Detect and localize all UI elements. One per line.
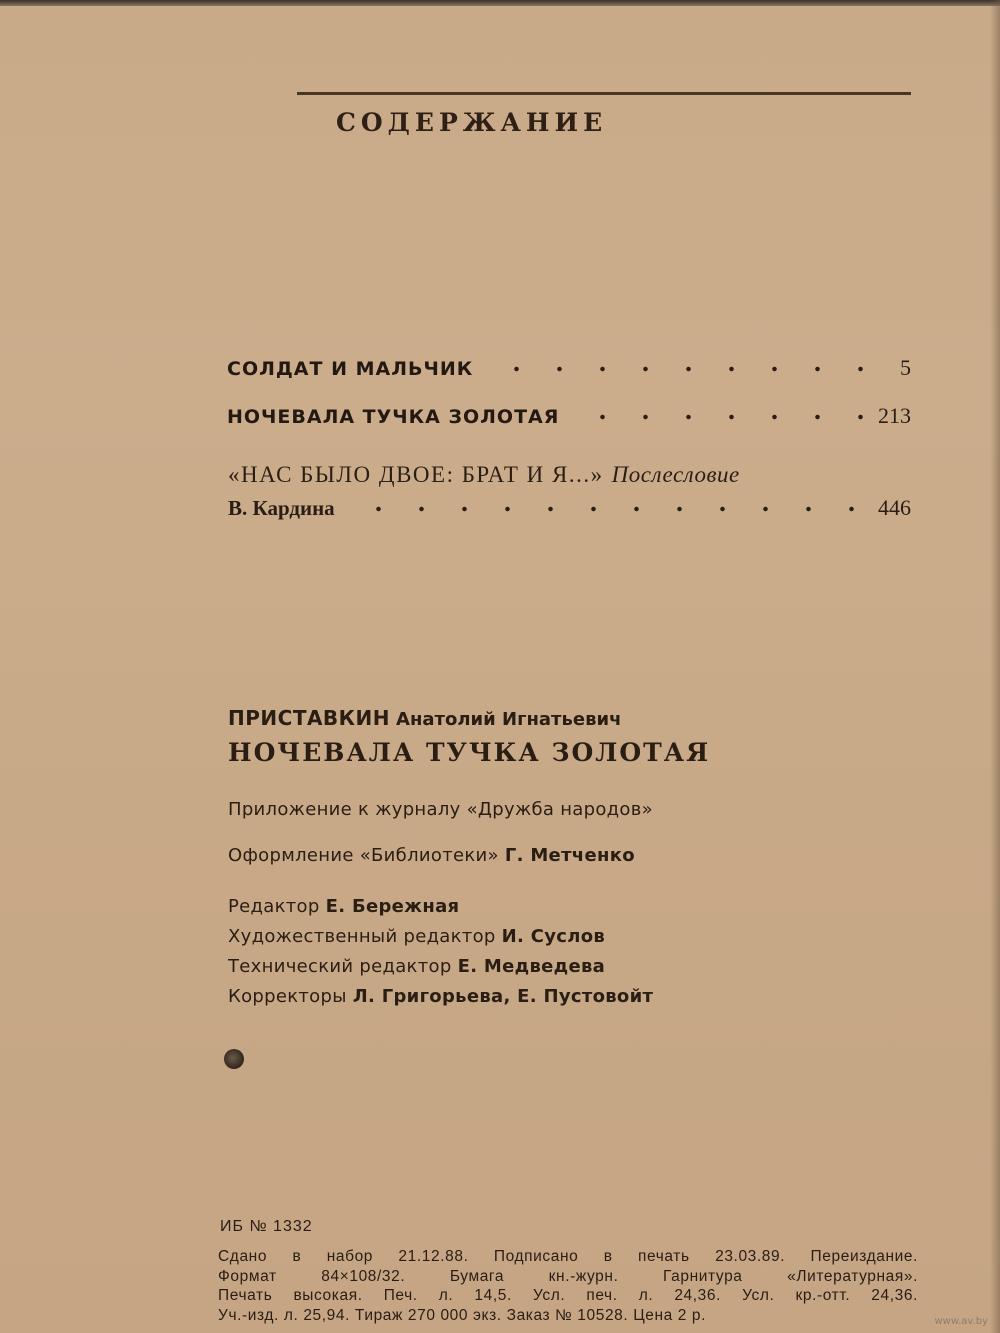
leader-dots xyxy=(487,366,886,372)
watermark: www.av.by xyxy=(934,1316,988,1327)
book-title: НОЧЕВАЛА ТУЧКА ЗОЛОТАЯ xyxy=(228,738,711,767)
credit-name: Л. Григорьева, Е. Пустовойт xyxy=(352,986,654,1007)
supplement-note: Приложение к журналу «Дружба народов» xyxy=(228,799,653,820)
toc-entry-title: НОЧЕВАЛА ТУЧКА ЗОЛОТАЯ xyxy=(227,406,560,428)
credit-name: Е. Медведева xyxy=(457,956,606,977)
design-label: Оформление «Библиотеки» xyxy=(228,845,499,866)
credit-role: Редактор xyxy=(228,896,320,917)
toc-entry xyxy=(227,403,911,429)
design-name: Г. Метченко xyxy=(504,845,635,866)
photo-top-edge xyxy=(0,0,1000,6)
author-line xyxy=(228,706,621,730)
header-rule xyxy=(297,92,911,95)
ib-number: ИБ № 1332 xyxy=(220,1218,313,1235)
credit-role: Корректоры xyxy=(228,986,347,1007)
credit-line xyxy=(228,956,605,977)
toc-entry-page: 5 xyxy=(900,355,911,380)
publication-specs xyxy=(218,1247,918,1325)
specs-line: Сдано в набор 21.12.88. Подписано в печать 23.03.89. Переиздание. xyxy=(218,1248,918,1265)
credit-role: Технический редактор xyxy=(228,956,452,977)
afterword-title-line xyxy=(228,462,740,488)
specs-line: Формат 84×108/32. Бумага кн.-журн. Гарнитура «Литературная». xyxy=(218,1267,918,1285)
credit-line xyxy=(228,986,653,1007)
page-right-edge xyxy=(990,0,1000,1333)
toc-entry-title: СОЛДАТ И МАЛЬЧИК xyxy=(227,358,474,380)
credit-name: Е. Бережная xyxy=(325,896,460,917)
afterword-page: 446 xyxy=(878,495,911,520)
author-given-name: Анатолий Игнатьевич xyxy=(396,709,622,730)
author-surname: ПРИСТАВКИН xyxy=(228,706,391,730)
toc-entry xyxy=(227,355,911,381)
afterword-title: «НАС БЫЛО ДВОЕ: БРАТ И Я...» xyxy=(228,462,604,487)
afterword-label: Послесловие xyxy=(611,462,740,487)
leader-dots xyxy=(573,414,864,420)
publisher-emblem-icon xyxy=(224,1049,244,1069)
leader-dots xyxy=(349,506,864,512)
specs-line: Уч.-изд. л. 25,94. Тираж 270 000 экз. Заказ № 10528. Цена 2 р. xyxy=(218,1306,707,1324)
credit-name: И. Суслов xyxy=(501,926,606,947)
contents-heading: СОДЕРЖАНИЕ xyxy=(336,108,608,137)
specs-line: Печать высокая. Печ. л. 14,5. Усл. печ. л. 24,36. Усл. кр.-отт. 24,36. xyxy=(218,1287,918,1304)
credit-line xyxy=(228,896,459,917)
afterword-author: В. Кардина xyxy=(228,496,335,520)
afterword-entry xyxy=(228,495,911,521)
design-credit xyxy=(228,845,635,866)
toc-entry-page: 213 xyxy=(878,403,911,428)
credit-role: Художественный редактор xyxy=(228,926,496,947)
credit-line xyxy=(228,926,605,947)
